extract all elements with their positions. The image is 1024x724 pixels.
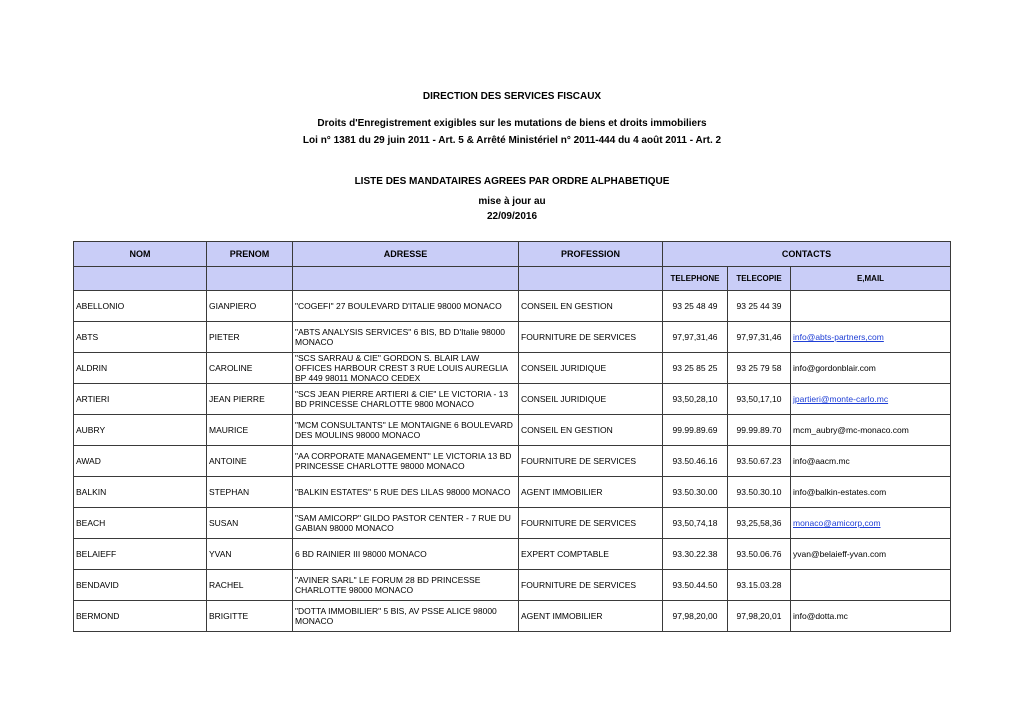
cell-email xyxy=(791,570,951,601)
cell-telephone: 93.50.46.16 xyxy=(663,446,728,477)
cell-prenom: GIANPIERO xyxy=(207,291,293,322)
cell-nom: BERMOND xyxy=(74,601,207,632)
col-header-telephone: TELEPHONE xyxy=(663,267,728,291)
table-row xyxy=(74,291,951,322)
cell-adresse: "MCM CONSULTANTS" LE MONTAIGNE 6 BOULEVARD DES MOULINS 98000 MONACO xyxy=(293,415,519,446)
cell-profession: CONSEIL JURIDIQUE xyxy=(519,384,663,415)
cell-prenom: SUSAN xyxy=(207,508,293,539)
col-header-contacts: CONTACTS xyxy=(663,242,951,267)
cell-profession: FOURNITURE DE SERVICES xyxy=(519,446,663,477)
cell-prenom: YVAN xyxy=(207,539,293,570)
cell-prenom: MAURICE xyxy=(207,415,293,446)
cell-telecopie: 97,98,20,01 xyxy=(728,601,791,632)
cell-adresse: 6 BD RAINIER III 98000 MONACO xyxy=(293,539,519,570)
email-link[interactable]: info@abts-partners,com xyxy=(793,332,884,342)
cell-telephone: 97,97,31,46 xyxy=(663,322,728,353)
cell-email xyxy=(791,384,951,415)
cell-nom: BALKIN xyxy=(74,477,207,508)
table-row xyxy=(74,322,951,353)
cell-telecopie: 93,50,17,10 xyxy=(728,384,791,415)
cell-email: mcm_aubry@mc-monaco.com xyxy=(791,415,951,446)
cell-adresse: "SCS JEAN PIERRE ARTIERI & CIE" LE VICTORIA - 13 BD PRINCESSE CHARLOTTE 9800 MONACO xyxy=(293,384,519,415)
cell-nom: ABTS xyxy=(74,322,207,353)
cell-email: info@aacm.mc xyxy=(791,446,951,477)
table-row xyxy=(74,570,951,601)
cell-email: info@gordonblair.com xyxy=(791,353,951,384)
cell-nom: AWAD xyxy=(74,446,207,477)
document-subtitle-1: Droits d'Enregistrement exigibles sur les mutations de biens et droits immobiliers xyxy=(317,118,707,129)
cell-telecopie: 93.15.03.28 xyxy=(728,570,791,601)
cell-email: info@dotta.mc xyxy=(791,601,951,632)
cell-telecopie: 93 25 44 39 xyxy=(728,291,791,322)
cell-profession: FOURNITURE DE SERVICES xyxy=(519,508,663,539)
cell-telephone: 97,98,20,00 xyxy=(663,601,728,632)
cell-telephone: 93.50.30.00 xyxy=(663,477,728,508)
col-header-email: E,MAIL xyxy=(791,267,951,291)
cell-adresse: "AA CORPORATE MANAGEMENT" LE VICTORIA 13 BD PRINCESSE CHARLOTTE 98000 MONACO xyxy=(293,446,519,477)
col-header-telecopie: TELECOPIE xyxy=(728,267,791,291)
list-title: LISTE DES MANDATAIRES AGREES PAR ORDRE ALPHABETIQUE xyxy=(354,176,670,187)
cell-adresse: "COGEFI" 27 BOULEVARD D'ITALIE 98000 MONACO xyxy=(293,291,519,322)
update-date: 22/09/2016 xyxy=(486,211,538,222)
table-row xyxy=(74,384,951,415)
cell-profession: AGENT IMMOBILIER xyxy=(519,477,663,508)
cell-profession: FOURNITURE DE SERVICES xyxy=(519,322,663,353)
cell-telephone: 93,50,74,18 xyxy=(663,508,728,539)
cell-profession: FOURNITURE DE SERVICES xyxy=(519,570,663,601)
table-row xyxy=(74,353,951,384)
col-header-nom: NOM xyxy=(74,242,207,267)
cell-prenom: STEPHAN xyxy=(207,477,293,508)
col-header-profession: PROFESSION xyxy=(519,242,663,267)
cell-email xyxy=(791,291,951,322)
subheader-empty-adresse xyxy=(293,267,519,291)
mandataires-table xyxy=(73,241,951,632)
table-row xyxy=(74,446,951,477)
cell-prenom: JEAN PIERRE xyxy=(207,384,293,415)
cell-prenom: RACHEL xyxy=(207,570,293,601)
cell-adresse: "BALKIN ESTATES" 5 RUE DES LILAS 98000 MONACO xyxy=(293,477,519,508)
table-row xyxy=(74,539,951,570)
cell-telecopie: 93 25 79 58 xyxy=(728,353,791,384)
cell-adresse: "DOTTA IMMOBILIER" 5 BIS, AV PSSE ALICE 98000 MONACO xyxy=(293,601,519,632)
table-row xyxy=(74,508,951,539)
cell-telecopie: 93.50.30.10 xyxy=(728,477,791,508)
table-row xyxy=(74,415,951,446)
cell-nom: BELAIEFF xyxy=(74,539,207,570)
email-link[interactable]: monaco@amicorp,com xyxy=(793,518,881,528)
cell-profession: AGENT IMMOBILIER xyxy=(519,601,663,632)
cell-adresse: "ABTS ANALYSIS SERVICES" 6 BIS, BD D'Italie 98000 MONACO xyxy=(293,322,519,353)
cell-telecopie: 93.50.67.23 xyxy=(728,446,791,477)
cell-telecopie: 99.99.89.70 xyxy=(728,415,791,446)
cell-profession: EXPERT COMPTABLE xyxy=(519,539,663,570)
document-subtitle-2: Loi n° 1381 du 29 juin 2011 - Art. 5 & Arrêté Ministériel n° 2011-444 du 4 août 2011 - Art. 2 xyxy=(302,135,722,146)
email-link[interactable]: jpartieri@monte-carlo.mc xyxy=(793,394,889,404)
cell-nom: ARTIERI xyxy=(74,384,207,415)
table-subheader-row xyxy=(74,267,951,291)
col-header-adresse: ADRESSE xyxy=(293,242,519,267)
cell-adresse: "SAM AMICORP" GILDO PASTOR CENTER - 7 RUE DU GABIAN 98000 MONACO xyxy=(293,508,519,539)
table-header-row xyxy=(74,242,951,267)
cell-telephone: 93,50,28,10 xyxy=(663,384,728,415)
cell-telecopie: 93,25,58,36 xyxy=(728,508,791,539)
cell-telephone: 93.50.44.50 xyxy=(663,570,728,601)
cell-nom: BENDAVID xyxy=(74,570,207,601)
cell-prenom: ANTOINE xyxy=(207,446,293,477)
cell-email xyxy=(791,322,951,353)
cell-profession: CONSEIL EN GESTION xyxy=(519,415,663,446)
cell-profession: CONSEIL EN GESTION xyxy=(519,291,663,322)
cell-nom: ABELLONIO xyxy=(74,291,207,322)
cell-telephone: 99.99.89.69 xyxy=(663,415,728,446)
page-title: DIRECTION DES SERVICES FISCAUX xyxy=(422,91,602,102)
subheader-empty-nom xyxy=(74,267,207,291)
cell-telephone: 93 25 48 49 xyxy=(663,291,728,322)
subheader-empty-profession xyxy=(519,267,663,291)
cell-nom: ALDRIN xyxy=(74,353,207,384)
cell-email xyxy=(791,508,951,539)
cell-telephone: 93 25 85 25 xyxy=(663,353,728,384)
cell-email: info@balkin-estates.com xyxy=(791,477,951,508)
cell-email: yvan@belaieff-yvan.com xyxy=(791,539,951,570)
cell-nom: BEACH xyxy=(74,508,207,539)
cell-nom: AUBRY xyxy=(74,415,207,446)
cell-profession: CONSEIL JURIDIQUE xyxy=(519,353,663,384)
cell-prenom: BRIGITTE xyxy=(207,601,293,632)
col-header-prenom: PRENOM xyxy=(207,242,293,267)
cell-telecopie: 97,97,31,46 xyxy=(728,322,791,353)
subheader-empty-prenom xyxy=(207,267,293,291)
cell-telephone: 93.30.22.38 xyxy=(663,539,728,570)
cell-prenom: CAROLINE xyxy=(207,353,293,384)
cell-prenom: PIETER xyxy=(207,322,293,353)
cell-adresse: "SCS SARRAU & CIE" GORDON S. BLAIR LAW OFFICES HARBOUR CREST 3 RUE LOUIS AUREGLIA BP 449 98011 MONACO CEDEX xyxy=(293,353,519,384)
table-row xyxy=(74,601,951,632)
cell-adresse: "AVINER SARL" LE FORUM 28 BD PRINCESSE CHARLOTTE 98000 MONACO xyxy=(293,570,519,601)
update-label: mise à jour au xyxy=(478,196,546,207)
cell-telecopie: 93.50.06.76 xyxy=(728,539,791,570)
table-row xyxy=(74,477,951,508)
